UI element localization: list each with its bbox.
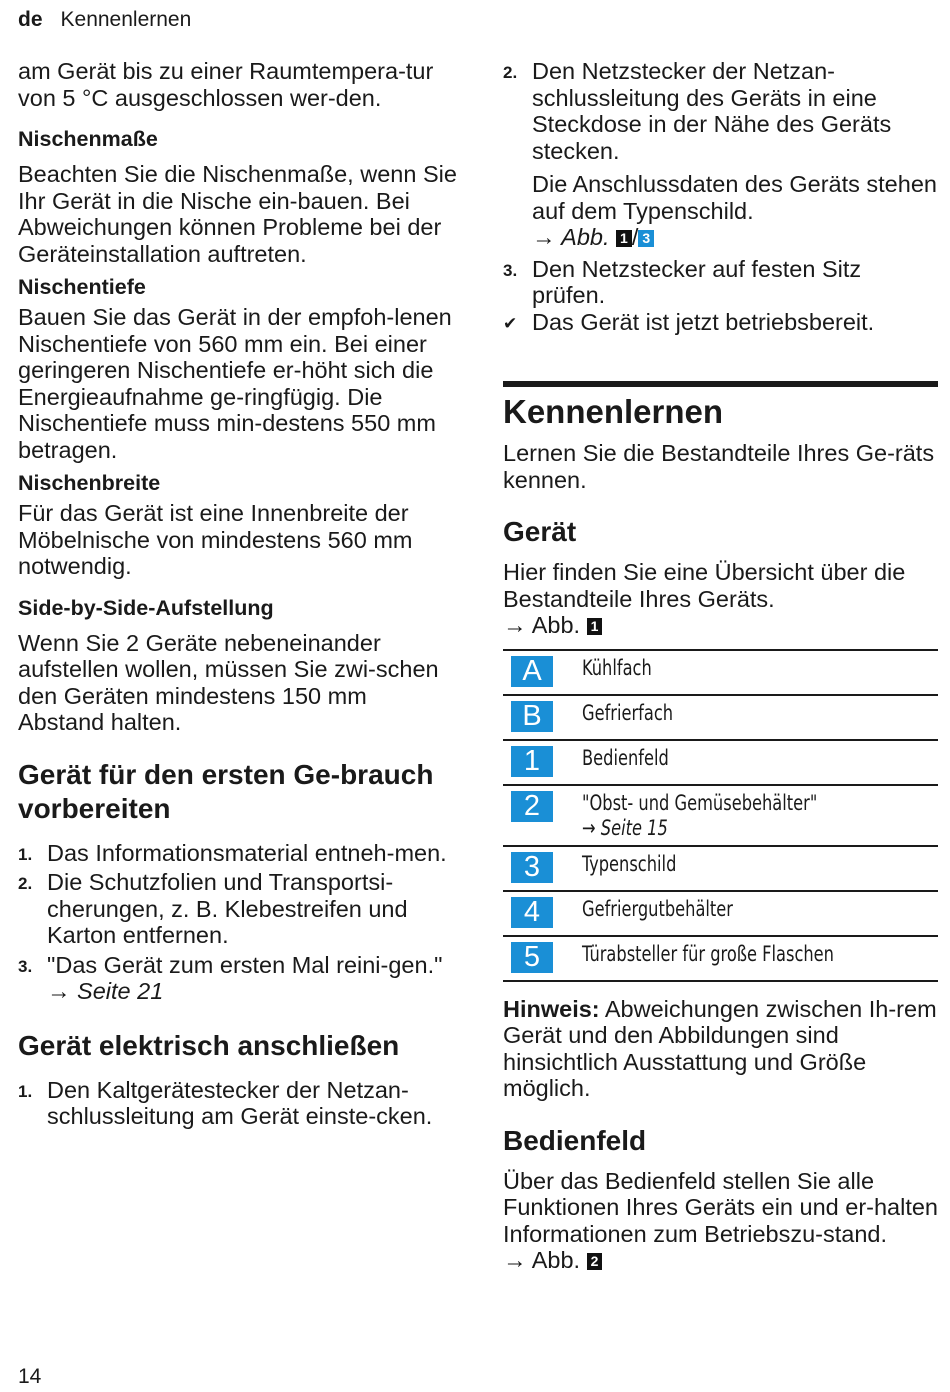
part-label: Gefriergutbehälter — [582, 896, 733, 921]
prepare-heading: Gerät für den ersten Ge-brauch vorbereiten — [18, 758, 434, 824]
part-label: Türabsteller für große Flaschen — [582, 941, 834, 966]
electric-heading: Gerät elektrisch anschließen — [18, 1029, 400, 1061]
bedienfeld-figure-reference: → Abb. 2 — [503, 1247, 938, 1274]
table-row — [503, 651, 938, 696]
kennenlernen-text: Lernen Sie die Bestandteile Ihres Ge-räts kennen. — [503, 440, 935, 493]
left-column — [18, 58, 458, 1130]
table-row — [503, 847, 938, 892]
nischenbreite-text: Für das Gerät ist eine Innenbreite der Möbelnische von mindestens 560 mm notwendig. — [18, 500, 413, 579]
table-row — [503, 786, 938, 847]
part-key: 5 — [511, 942, 553, 973]
part-key: A — [511, 656, 553, 687]
figure-badge: 1 — [616, 230, 632, 247]
part-label: "Obst- und Gemüsebehälter" — [582, 790, 818, 815]
kennenlernen-heading: Kennenlernen — [503, 393, 724, 430]
page-reference-link[interactable]: → Seite 21 — [47, 978, 164, 1004]
bedienfeld-heading: Bedienfeld — [503, 1124, 647, 1156]
part-label: Kühlfach — [582, 655, 652, 680]
list-item: ✔ Das Gerät ist jetzt betriebsbereit. — [503, 309, 938, 336]
list-item: 2. Die Schutzfolien und Transportsi-cherungen, z. B. Klebestreifen und Karton entfernen. — [18, 869, 408, 948]
right-column — [503, 58, 938, 1274]
nischenmasse-heading: Nischenmaße — [18, 127, 158, 151]
connection-note: Die Anschlussdaten des Geräts stehen auf dem Typenschild. — [532, 171, 937, 224]
nischentiefe-heading: Nischentiefe — [18, 275, 146, 299]
intro-text: am Gerät bis zu einer Raumtempera-tur von 5 °C ausgeschlossen wer-den. — [18, 58, 434, 111]
geraet-text: Hier finden Sie eine Übersicht über die Bestandteile Ihres Geräts. — [503, 559, 906, 612]
page-number: 14 — [18, 1365, 42, 1388]
electric-steps — [18, 1077, 458, 1130]
section-divider — [503, 381, 938, 387]
table-row — [503, 696, 938, 741]
side-by-side-heading: Side-by-Side-Aufstellung — [18, 595, 274, 620]
nischentiefe-text: Bauen Sie das Gerät in der empfoh-lenen Nischentiefe von 560 mm ein. Bei einer geringeren Nischentiefe er-höht sich die Energieaufnahme ge-ringfügig. Die Nischentiefe muss min-destens 550 mm betragen. — [18, 304, 452, 463]
page-reference-link[interactable]: → Seite 15 — [582, 815, 668, 840]
figure-badge: 1 — [587, 618, 603, 635]
part-key: 3 — [511, 852, 553, 883]
check-icon: ✔ — [503, 313, 518, 333]
language-code: de — [18, 8, 43, 31]
table-row — [503, 937, 938, 982]
part-key: B — [511, 701, 553, 732]
bedienfeld-text: Über das Bedienfeld stellen Sie alle Funktionen Ihres Geräts ein und er-halten Informationen zum Betriebszu-stand. — [503, 1167, 939, 1247]
part-key: 1 — [511, 746, 553, 777]
side-by-side-text: Wenn Sie 2 Geräte nebeneinander aufstellen wollen, müssen Sie zwi-schen den Geräten mindestens 150 mm Abstand halten. — [18, 629, 439, 735]
figure-badge: 3 — [638, 230, 654, 247]
list-item: 1. Den Kaltgerätestecker der Netzan-schlussleitung am Gerät einste-cken. — [18, 1076, 433, 1129]
list-item: 3. "Das Gerät zum ersten Mal reini-gen." → Seite 21 — [18, 951, 443, 1004]
list-item: 2. Den Netzstecker der Netzan-schlussleitung des Geräts in eine Steckdose in der Nähe des Geräts stecken. Die Anschlussdaten des Geräts stehen auf dem Typenschild. → Abb. 1 / 3 — [503, 58, 937, 250]
part-label: Typenschild — [582, 851, 677, 876]
nischenmasse-text: Beachten Sie die Nischenmaße, wenn Sie Ihr Gerät in die Nische ein-bauen. Bei Abweichungen können Probleme bei der Geräteinstallation auftreten. — [18, 161, 457, 267]
parts-table — [503, 649, 938, 982]
geraet-heading: Gerät — [503, 516, 577, 547]
part-key: 4 — [511, 897, 553, 928]
list-item: 3. Den Netzstecker auf festen Sitz prüfen. — [503, 255, 862, 308]
hinweis-label: Hinweis: — [503, 995, 600, 1022]
electric-steps-continued — [503, 58, 938, 335]
hinweis-note: Hinweis: Abweichungen zwischen Ih-rem Gerät und den Abbildungen sind hinsichtlich Ausstattung und Größe möglich. — [503, 995, 937, 1101]
prepare-steps — [18, 840, 458, 1005]
page-header — [18, 8, 191, 32]
part-label: Bedienfeld — [582, 745, 669, 770]
part-label: Gefrierfach — [582, 700, 674, 725]
table-row — [503, 892, 938, 937]
nischenbreite-heading: Nischenbreite — [18, 471, 161, 495]
figure-badge: 2 — [587, 1253, 603, 1270]
table-row — [503, 741, 938, 786]
part-key: 2 — [511, 791, 553, 822]
geraet-figure-reference: → Abb. 1 — [503, 612, 938, 639]
header-title: Kennenlernen — [60, 8, 192, 31]
figure-reference: → Abb. 1 / 3 — [532, 224, 938, 251]
list-item: 1. Das Informationsmaterial entneh-men. — [18, 839, 447, 866]
